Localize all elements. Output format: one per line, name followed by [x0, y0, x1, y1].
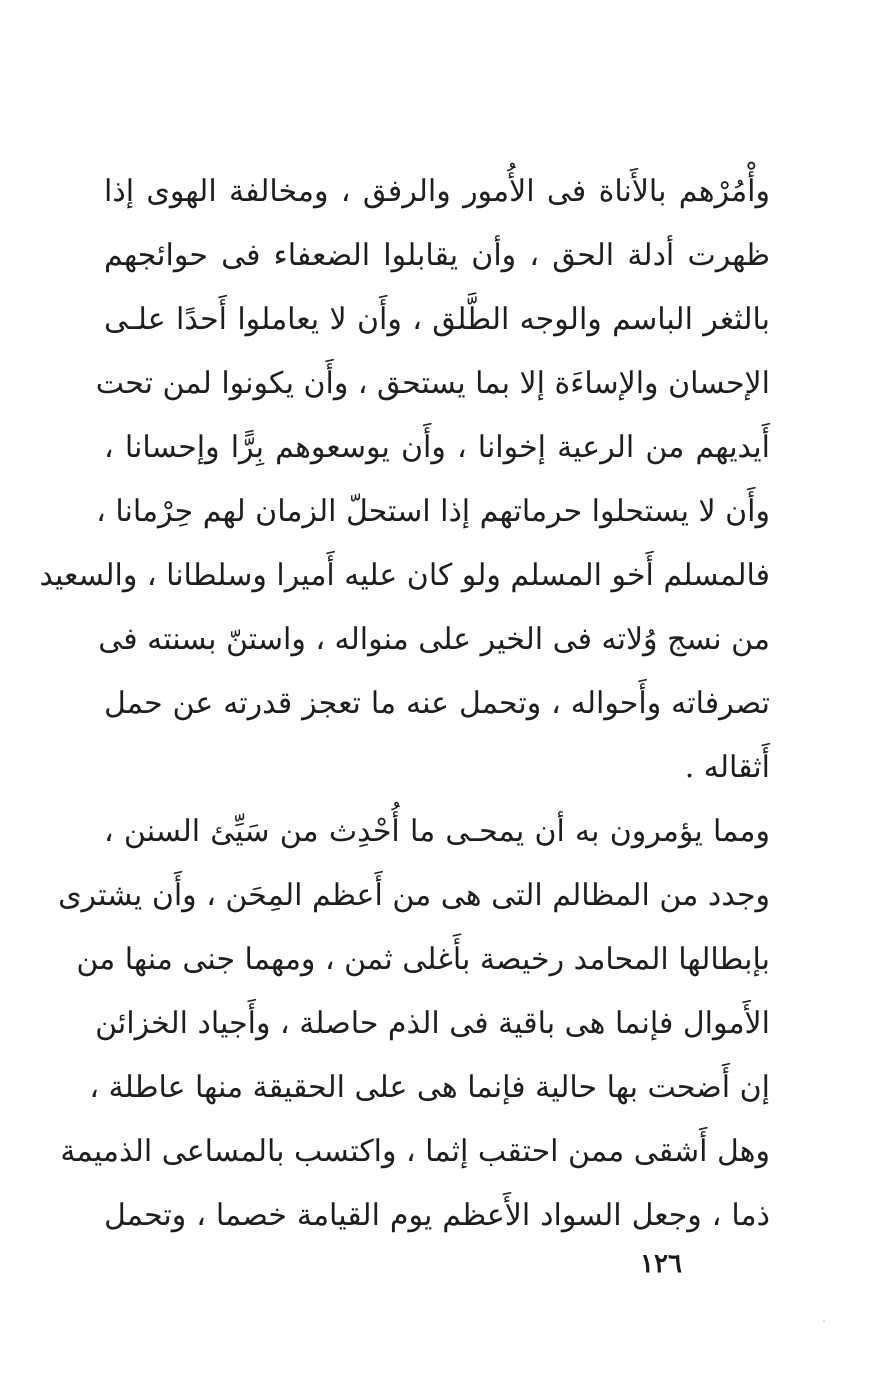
- text-line: وأَن لا يستحلوا حرماتهم إذا استحلّ الزمان لهم حِرْمانا ،: [96, 494, 770, 529]
- text-line: وجدد من المظالم التى هى من أَعظم المِحَن ، وأَن يشترى: [58, 878, 770, 913]
- text-line: إن أَضحت بها حالية فإنما هى على الحقيقة منها عاطلة ،: [89, 1070, 770, 1105]
- text-line: أَيديهم من الرعية إخوانا ، وأَن يوسعوهم بِرًّا وإحسانا ،: [104, 430, 770, 465]
- text-line: الإحسان والإساءَة إلا بما يستحق ، وأَن يكونوا لمن تحت: [95, 366, 770, 401]
- page-number: ١٢٦: [640, 1249, 682, 1279]
- text-line: ومما يؤمرون به أن يمحـى ما أُحْدِث من سَيِّئ السنن ،: [104, 814, 770, 849]
- text-line: بالثغر الباسم والوجه الطَّلق ، وأَن لا يعاملوا أَحدًا علـى: [104, 302, 770, 337]
- text-line: بإبطالها المحامد رخيصة بأَغلى ثمن ، ومهما جنى منها من: [76, 942, 770, 977]
- text-line: وهل أَشقى ممن احتقب إثما ، واكتسب بالمساعى الذميمة: [60, 1134, 770, 1169]
- text-line: فالمسلم أَخو المسلم ولو كان عليه أَميرا وسلطانا ، والسعيد: [39, 558, 770, 593]
- text-line: ظهرت أدلة الحق ، وأن يقابلوا الضعفاء فى حوائجهم: [104, 238, 770, 273]
- text-line: من نسج وُلاته فى الخير على منواله ، واستنّ بسنته فى: [98, 622, 770, 657]
- paragraph-2: [58, 800, 770, 1248]
- text-line: الأَموال فإنما هى باقية فى الذم حاصلة ، وأَجياد الخزائن: [95, 1006, 770, 1041]
- text-line: تصرفاته وأَحواله ، وتحمل عنه ما تعجز قدرته عن حمل: [104, 686, 770, 721]
- text-line: أَثقاله .: [684, 750, 770, 785]
- paragraph-1: [39, 160, 770, 800]
- text-line: ذما ، وجعل السواد الأَعظم يوم القيامة خصما ، وتحمل: [104, 1198, 770, 1233]
- scan-speck: [823, 1320, 825, 1322]
- text-line: وأْمُرْهم بالأَناة فى الأُمور والرفق ، ومخالفة الهوى إذا: [104, 174, 770, 209]
